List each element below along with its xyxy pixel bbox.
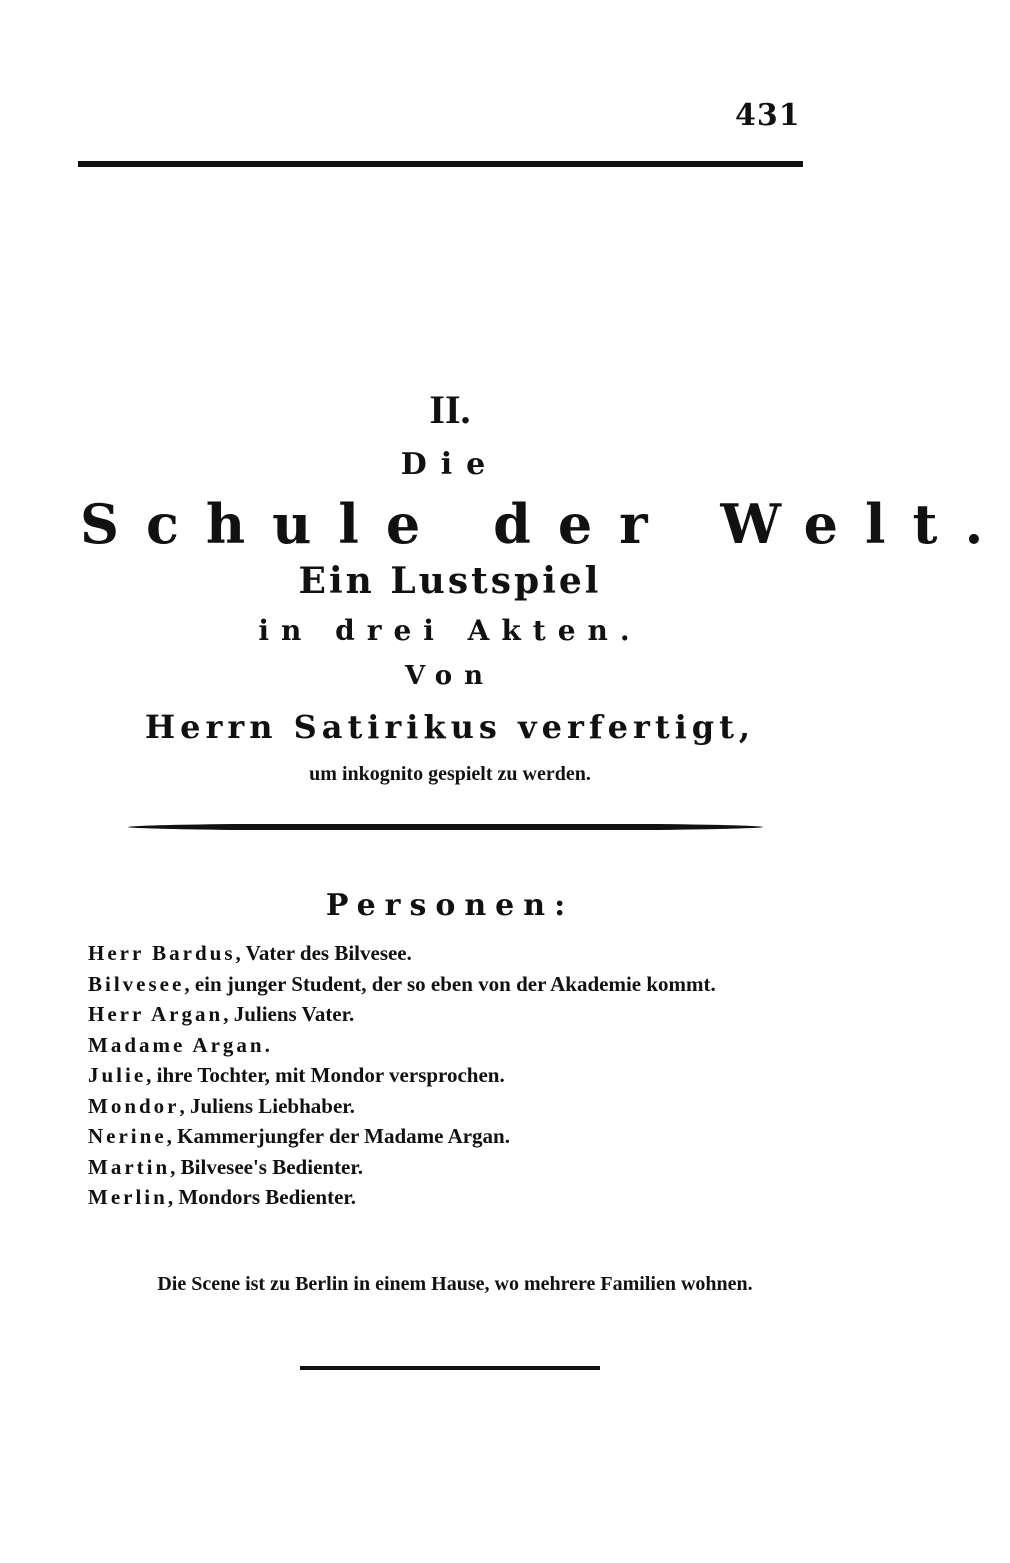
play-title: Schule der Welt. [80, 492, 1010, 556]
cast-member-name: Herr Bardus [88, 941, 236, 965]
scene-note: Die Scene ist zu Berlin in einem Hause, wo mehrere Familien wohnen. [157, 1273, 753, 1295]
cast-member-name: Bilvesee [88, 971, 185, 996]
part-numeral: II. [429, 387, 471, 432]
cast-member-description: Mondors Bedienter. [178, 1185, 357, 1209]
cast-member-description: ihre Tochter, mit Mondor versprochen. [156, 1063, 505, 1087]
subtitle-line: um inkognito gespielt zu werden. [309, 763, 591, 785]
cast-member-name: Nerine [88, 1124, 167, 1148]
cast-separator: , [179, 1093, 190, 1118]
author-line: Herrn Satirikus verfertigt, [144, 708, 756, 746]
cast-heading: Personen: [325, 888, 575, 923]
cast-member-name: Merlin [88, 1185, 168, 1209]
cast-member-name: Mondor [88, 1093, 180, 1118]
bottom-rule [300, 1366, 600, 1370]
cast-separator: , [235, 941, 246, 965]
cast-member [88, 938, 808, 969]
top-rule [78, 161, 803, 167]
cast-member-description: Juliens Vater. [233, 1002, 355, 1026]
cast-member [88, 1060, 808, 1091]
cast-separator: , [166, 1124, 178, 1148]
cast-member-description: Vater des Bilvesee. [245, 941, 412, 965]
cast-member [88, 1091, 808, 1122]
cast-member-description: Bilvesee's Bedienter. [180, 1154, 364, 1179]
cast-member-name: Madame Argan [88, 1032, 265, 1057]
cast-member-description: Kammerjungfer der Madame Argan. [177, 1124, 510, 1148]
genre-line: Ein Lustspiel [298, 560, 602, 602]
cast-list [88, 938, 808, 1213]
middle-rule [128, 823, 763, 831]
page-number: 431 [735, 98, 801, 133]
cast-separator: , [184, 971, 195, 996]
cast-separator: , [223, 1002, 234, 1026]
cast-member-name: Herr Argan [88, 1002, 224, 1026]
cast-member [88, 999, 808, 1030]
by-line: Von [404, 661, 496, 691]
title-article: Die [400, 447, 500, 482]
cast-separator: , [170, 1154, 181, 1179]
cast-separator: , [167, 1185, 179, 1209]
cast-member-description: . [264, 1032, 270, 1057]
acts-line: in drei Akten. [258, 614, 642, 647]
cast-member [88, 1182, 808, 1213]
cast-member-name: Martin [88, 1154, 171, 1179]
cast-separator: , [146, 1063, 157, 1087]
cast-member-description: ein junger Student, der so eben von der Akademie kommt. [194, 971, 716, 996]
cast-member [88, 1030, 808, 1061]
cast-member [88, 969, 808, 1000]
cast-member [88, 1121, 808, 1152]
cast-member-description: Juliens Liebhaber. [190, 1093, 355, 1118]
cast-member [88, 1152, 808, 1183]
cast-member-name: Julie [88, 1063, 147, 1087]
